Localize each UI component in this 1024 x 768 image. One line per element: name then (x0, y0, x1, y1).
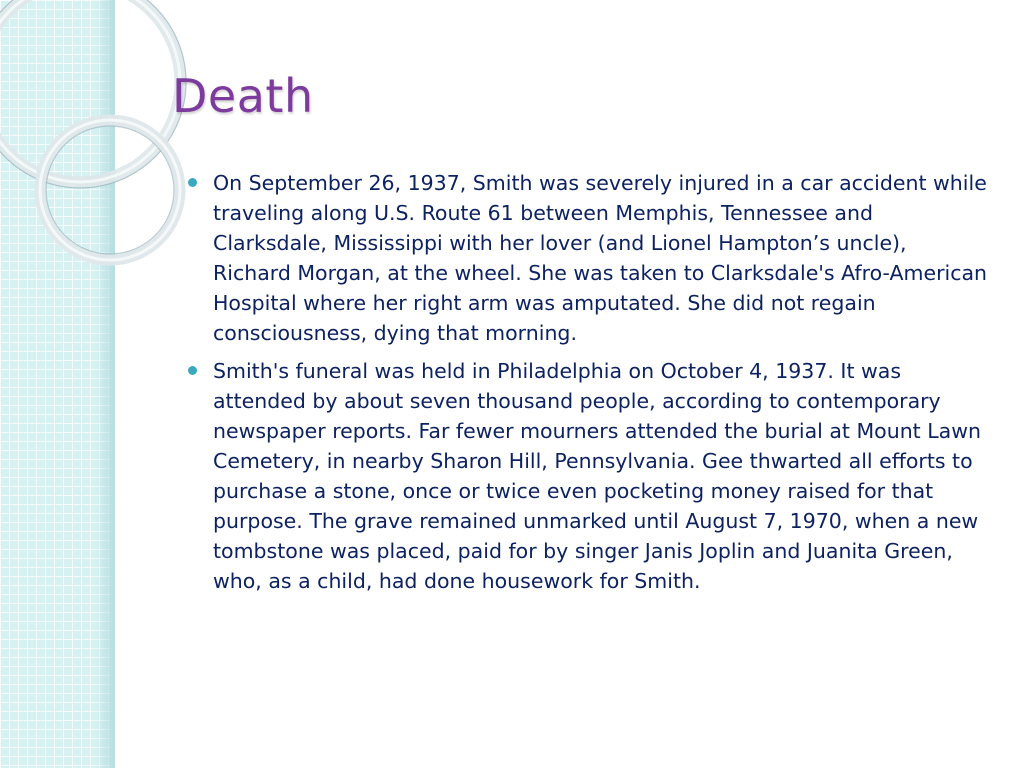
decorative-rings (0, 0, 200, 320)
bullet-item-funeral (188, 356, 988, 596)
bullet-item-car-accident (188, 168, 988, 348)
bullet-text: On September 26, 1937, Smith was severely injured in a car accident while traveling along U.S. Route 61 between Memphis, Tennessee and Clarksdale, Mississippi with her lover (and Lionel Hampton’s uncle), Richard Morgan, at the wheel. She was taken to Clarksdale's Afro-American Hospital where her right arm was amputated. She did not regain consciousness, dying that morning. (213, 171, 988, 345)
ring-large (0, 0, 180, 182)
bullet-dot-icon (188, 366, 197, 375)
bullet-text: Smith's funeral was held in Philadelphia on October 4, 1937. It was attended by about seven thousand people, according to contemporary newspaper reports. Far fewer mourners attended the burial at Mount Lawn Cemetery, in nearby Sharon Hill, Pennsylvania. Gee thwarted all efforts to purchase a stone, once or twice even pocketing money raised for that purpose. The grave remained unmarked until August 7, 1970, when a new tombstone was placed, paid for by singer Janis Joplin and Juanita Green, who, as a child, had done housework for Smith. (213, 359, 981, 593)
ring-small-highlight (40, 120, 180, 260)
bullet-dot-icon (188, 178, 197, 187)
bullet-list (188, 168, 988, 604)
slide-title: Death (172, 69, 314, 123)
